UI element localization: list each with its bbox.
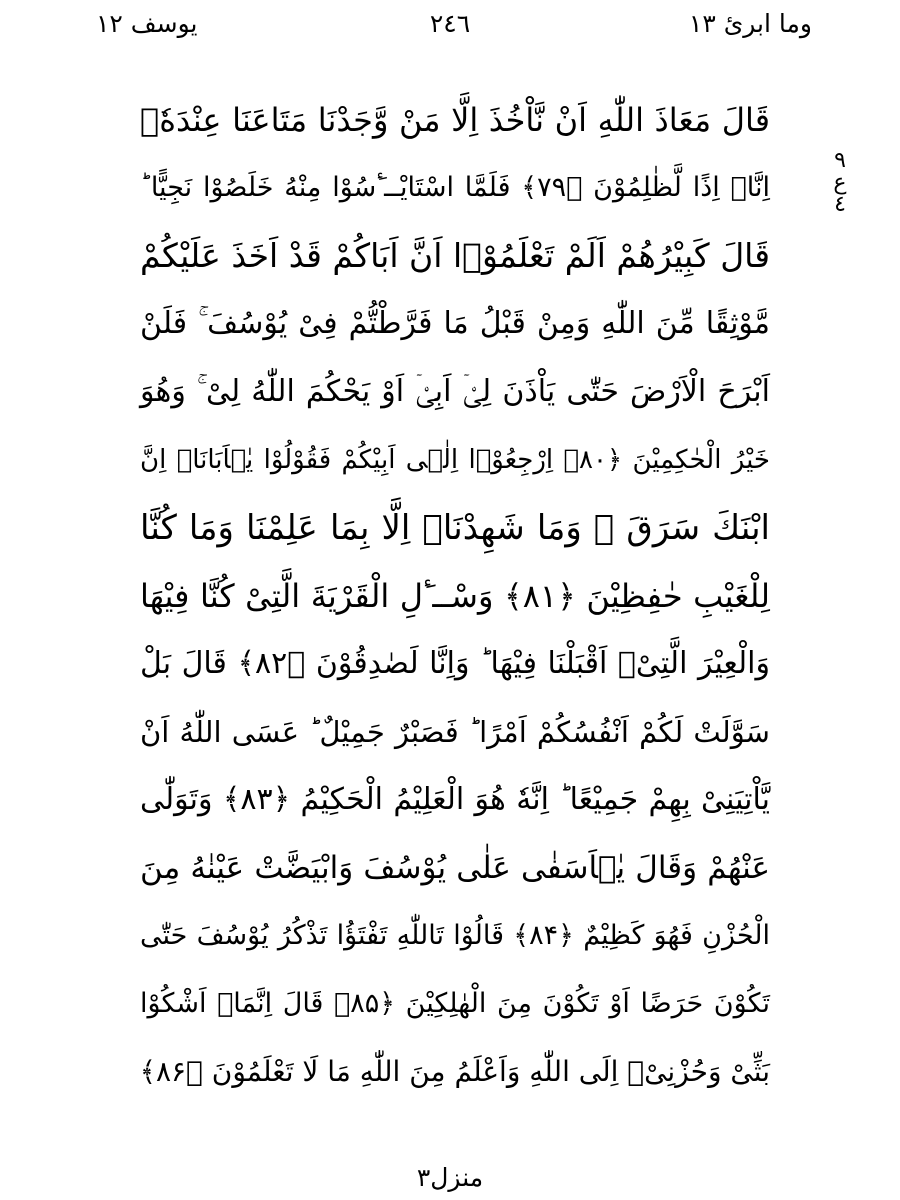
verse-line: قَالَ مَعَاذَ اللّٰهِ اَنْ نَّاْخُذَ اِلَّا مَنْ وَّجَدْنَا مَتَاعَنَا عِنْدَهٗۤ <box>140 101 770 139</box>
ruku-number: ٩ <box>834 148 846 173</box>
verse-line: خَيْرُ الْحٰكِمِيْنَ ﴿۸۰﴾ اِرْجِعُوْۤا اِلٰۤى اَبِيْكُمْ فَقُوْلُوْا يٰۤاَبَانَاۤ اِنَّ <box>140 445 770 475</box>
verse-line: اَبْرَحَ الْاَرْضَ حَتّٰى يَاْذَنَ لِىْۤ اَبِىْۤ اَوْ يَحْكُمَ اللّٰهُ لِىْ ۚ وَهُوَ <box>140 374 770 409</box>
ruku-marker <box>822 150 858 216</box>
verse-line: ابْنَكَ سَرَقَ ۚ وَمَا شَهِدْنَاۤ اِلَّا بِمَا عَلِمْنَا وَمَا كُنَّا <box>140 508 770 548</box>
verse-line: بَثِّىْ وَحُزْنِىْۤ اِلَى اللّٰهِ وَاَعْلَمُ مِنَ اللّٰهِ مَا لَا تَعْلَمُوْنَ ﴿۸۶﴾ <box>139 1055 770 1088</box>
verse-line: لِلْغَيْبِ حٰفِظِيْنَ ﴿۸۱﴾ وَسْــٴَلِ الْقَرْيَةَ الَّتِىْ كُنَّا فِيْهَا <box>140 577 771 615</box>
page-number: ٢٤٦ <box>429 9 471 38</box>
ruku-count: ٤ <box>834 192 846 217</box>
verse-line: مَّوْثِقًا مِّنَ اللّٰهِ وَمِنْ قَبْلُ مَا فَرَّطْتُّمْ فِىْ يُوْسُفَ ۚ فَلَنْ <box>140 306 770 341</box>
ruku-symbol: ع <box>833 170 847 195</box>
verse-line: اِنَّاۤ اِذًا لَّظٰلِمُوْنَ ﴿۷۹﴾ فَلَمَّا اسْتَايْــٴَسُوْا مِنْهُ خَلَصُوْا نَجِيًّا ؕ <box>140 172 771 203</box>
verse-line: قَالَ كَبِيْرُهُمْ اَلَمْ تَعْلَمُوْۤا اَنَّ اَبَاكُمْ قَدْ اَخَذَ عَلَيْكُمْ <box>140 236 770 275</box>
verse-line: عَنْهُمْ وَقَالَ يٰۤاَسَفٰى عَلٰى يُوْسُفَ وَابْيَضَّتْ عَيْنٰهُ مِنَ <box>140 850 770 886</box>
verse-line: وَالْعِيْرَ الَّتِىْۤ اَقْبَلْنَا فِيْهَا ؕ وَاِنَّا لَصٰدِقُوْنَ ﴿۸۲﴾ قَالَ بَلْ <box>140 646 770 681</box>
verse-line: تَكُوْنَ حَرَضًا اَوْ تَكُوْنَ مِنَ الْهٰلِكِيْنَ ﴿۸۵﴾ قَالَ اِنَّمَاۤ اَشْكُوْا <box>140 988 770 1019</box>
juz-label: وما ابرئ ١٣ <box>688 9 812 38</box>
manzil-footer: منزل٣ <box>416 1163 484 1192</box>
verse-line: يَّاْتِيَنِىْ بِهِمْ جَمِيْعًا ؕ اِنَّهٗ هُوَ الْعَلِيْمُ الْحَكِيْمُ ﴿۸۳﴾ وَتَوَلّٰى <box>140 782 770 817</box>
page-header <box>0 4 900 44</box>
surah-label: يوسف ١٢ <box>96 9 198 38</box>
verse-text-block <box>140 86 770 1106</box>
verse-line: الْحُزْنِ فَهُوَ كَظِيْمٌ ﴿۸۴﴾ قَالُوْا تَاللّٰهِ تَفْتَؤُا تَذْكُرُ يُوْسُفَ حَتّٰى <box>140 920 770 951</box>
verse-line: سَوَّلَتْ لَكُمْ اَنْفُسُكُمْ اَمْرًا ؕ فَصَبْرٌ جَمِيْلٌ ؕ عَسَى اللّٰهُ اَنْ <box>140 715 770 749</box>
